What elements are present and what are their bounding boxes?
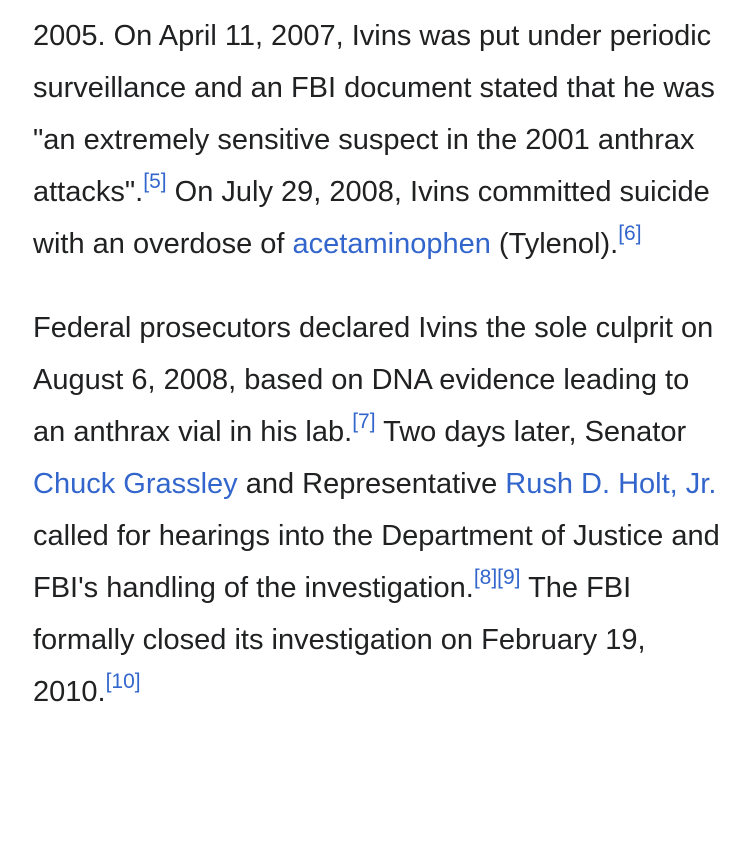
citation-6[interactable] xyxy=(618,222,641,245)
citation-7[interactable] xyxy=(352,410,375,433)
paragraph-1 xyxy=(33,10,723,270)
rush-holt-link[interactable]: Rush D. Holt, Jr. xyxy=(505,468,717,500)
paragraph-1-text-2: On July 29, 2008, Ivins committed suicide with an overdose of xyxy=(33,176,710,260)
paragraph-2-text-4: called for hearings into the Department of Justice and FBI's handling of the investigation. xyxy=(33,520,720,604)
paragraph-2-text-5: The FBI formally closed its investigation on February 19, 2010. xyxy=(33,572,646,708)
citation-9-link[interactable]: [9] xyxy=(497,566,521,589)
citation-8-link[interactable]: [8] xyxy=(473,566,498,589)
citation-10[interactable] xyxy=(106,670,141,693)
citation-7-link[interactable]: [7] xyxy=(352,410,376,433)
chuck-grassley-link[interactable]: Chuck Grassley xyxy=(33,468,238,500)
citation-8[interactable] xyxy=(474,566,497,589)
paragraph-2-text-1: Federal prosecutors declared Ivins the sole culprit on August 6, 2008, based on DNA evidence leading to an anthrax vial in his lab. xyxy=(33,312,714,448)
paragraph-1-text-1: 2005. On April 11, 2007, Ivins was put under periodic surveillance and an FBI document stated that he was "an extremely sensitive suspect in the 2001 anthrax attacks". xyxy=(33,20,715,208)
paragraph-2 xyxy=(33,302,723,718)
paragraph-1-text-3: (Tylenol). xyxy=(490,228,619,260)
paragraph-2-text-3: and Representative xyxy=(237,468,506,500)
paragraph-2-text-2: Two days later, Senator xyxy=(375,416,687,448)
citation-5[interactable] xyxy=(143,170,166,193)
article-body xyxy=(33,10,723,718)
acetaminophen-link[interactable]: acetaminophen xyxy=(292,228,491,260)
citation-9[interactable] xyxy=(497,566,520,589)
citation-6-link[interactable]: [6] xyxy=(618,222,642,245)
citation-5-link[interactable]: [5] xyxy=(143,170,167,193)
citation-10-link[interactable]: [10] xyxy=(105,670,141,693)
